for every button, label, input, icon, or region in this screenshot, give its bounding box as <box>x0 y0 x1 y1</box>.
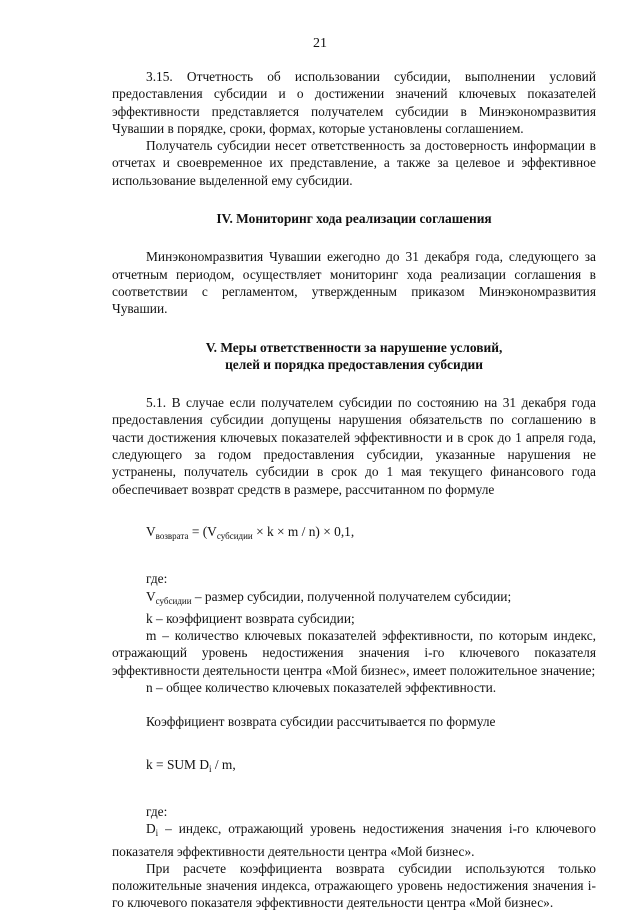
definition-n: n – общее количество ключевых показателей эффективности. <box>146 680 497 696</box>
def-d-symbol: D <box>146 821 156 837</box>
formula2-subscript: i <box>208 763 212 774</box>
formula-subsidy-subscript: субсидии <box>216 530 253 541</box>
definition-d <box>112 820 596 860</box>
paragraph-5-1: 5.1. В случае если получателем субсидии по состоянию на 31 декабря года предоставления субсидии допущены нарушения обязательств по соглашению в части достижения ключевых показателей эффективности и в срок до 1 апреля года, следующего за годом предоставления субсидии, указанные нарушения не устранены, получатель субсидии в срок до 1 мая текущего финансового года обеспечивает возврат средств в размере, рассчитанном по формуле <box>112 395 596 497</box>
formula2-main: k = SUM D <box>146 756 209 772</box>
def-d-text: – индекс, отражающий уровень недостижения значения i-го ключевого показателя эффективности деятельности центра «Мой бизнес». <box>112 821 596 859</box>
def-v-symbol: V <box>146 588 156 604</box>
section-5-heading-line-1: V. Меры ответственности за нарушение условий, <box>205 339 503 355</box>
document-body <box>112 68 596 912</box>
definition-v-subsidy <box>112 588 596 610</box>
definition-k: k – коэффициент возврата субсидии; <box>146 610 355 626</box>
paragraph-final: При расчете коэффициента возврата субсидии используются только положительные значения индекса, отражающего уровень недостижения значения i-го ключевого показателя эффективности деятельности центра «Мой бизнес». <box>112 860 596 911</box>
def-d-subscript: i <box>155 828 159 839</box>
formula-coefficient <box>112 756 596 778</box>
formula-v-symbol: V <box>146 523 156 539</box>
formula-eq-open: = (V <box>188 523 217 539</box>
paragraph-responsibility: Получатель субсидии несет ответственность за достоверность информации в отчетах и своевременное их представление, а также за целевое и эффективное использование выделенной ему субсидии. <box>112 138 596 188</box>
where-label-2: где: <box>146 803 168 819</box>
formula-v-subscript: возврата <box>155 530 189 541</box>
section-4-paragraph: Минэкономразвития Чувашии ежегодно до 31 декабря года, следующего за отчетным периодом, осуществляет мониторинг хода реализации соглашения в соответствии с регламентом, утвержденным приказом Минэкономразвития Чувашии. <box>112 249 596 317</box>
coefficient-intro: Коэффициент возврата субсидии рассчитывается по формуле <box>146 714 496 730</box>
formula-refund <box>112 523 596 545</box>
formula-rest: × k × m / n) × 0,1, <box>252 523 355 539</box>
where-label-1: где: <box>146 571 168 587</box>
formula2-tail: / m, <box>211 756 236 772</box>
paragraph-3-15: 3.15. Отчетность об использовании субсидии, выполнении условий предоставления субсидии и о достижении значений ключевых показателей эффективности представляется получателем субсидии в Минэкономразвития Чувашии в порядке, сроки, формах, которые установлены соглашением. <box>112 69 596 136</box>
page-number: 21 <box>313 36 327 51</box>
section-4-heading: IV. Мониторинг хода реализации соглашения <box>216 211 492 227</box>
definition-m: m – количество ключевых показателей эффективности, по которым индекс, отражающий уровень недостижения значения i-го ключевого показателя эффективности деятельности центра «Мой бизнес», имеет положительное значение; <box>112 628 596 678</box>
section-5-heading-line-2: целей и порядка предоставления субсидии <box>225 356 483 372</box>
def-v-text: – размер субсидии, полученной получателем субсидии; <box>191 588 512 604</box>
def-v-subscript: субсидии <box>155 595 192 606</box>
